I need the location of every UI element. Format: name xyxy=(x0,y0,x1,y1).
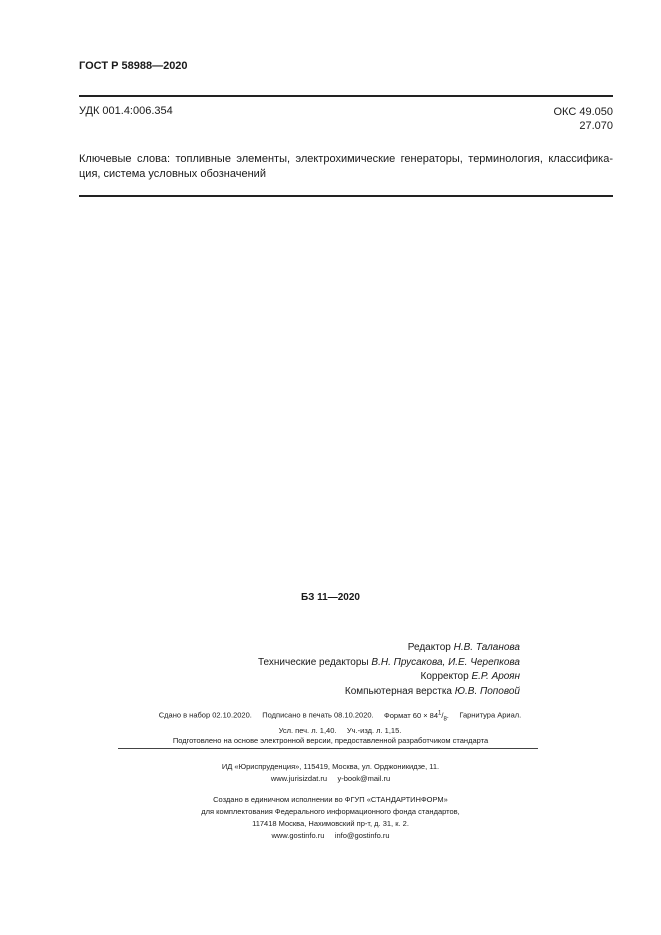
publisher-sheets: Уч.-изд. л. 1,15. xyxy=(346,726,402,735)
corrector-name: Е.Р. Ароян xyxy=(471,671,520,682)
creator-block xyxy=(0,794,661,842)
signed-date: Подписано в печать 08.10.2020. xyxy=(262,710,374,720)
oks-code-1: ОКС 49.050 xyxy=(553,106,613,118)
creator-contacts xyxy=(0,830,661,842)
publisher-contacts xyxy=(0,773,661,785)
submitted-date: Сдано в набор 02.10.2020. xyxy=(158,710,252,720)
standard-number: ГОСТ Р 58988—2020 xyxy=(79,60,188,72)
publication-info xyxy=(100,708,580,736)
credits-block xyxy=(180,641,520,699)
layout-name: Ю.В. Поповой xyxy=(454,685,520,697)
created-line-1: Создано в единичном исполнении во ФГУП «СТАНДАРТИНФОРМ» xyxy=(213,795,448,804)
keywords-rule xyxy=(79,195,613,197)
publication-line-2 xyxy=(100,725,580,736)
created-line-2: для комплектования Федерального информационного фонда стандартов, xyxy=(201,807,460,816)
gostinfo-email-link[interactable]: info@gostinfo.ru xyxy=(334,831,390,840)
publisher-email-link[interactable]: y-book@mail.ru xyxy=(337,774,391,783)
print-sheets: Усл. печ. л. 1,40. xyxy=(278,726,337,735)
layout-line xyxy=(180,685,520,700)
tech-editors-line xyxy=(180,656,520,671)
publisher-site-link[interactable]: www.jurisizdat.ru xyxy=(270,774,328,783)
gostinfo-site-link[interactable]: www.gostinfo.ru xyxy=(271,831,325,840)
typeface: Гарнитура Ариал. xyxy=(459,710,522,720)
editor-name: Н.В. Таланова xyxy=(453,642,520,653)
source-note: Подготовлено на основе электронной версии, предоставленной разработчиком стандарта xyxy=(172,736,489,745)
keywords: Ключевые слова: топливные элементы, электрохимические генераторы, терминология, классифика-ция, система условных обозначений xyxy=(79,153,613,180)
tech-editors-names: В.Н. Прусакова, И.Е. Черепкова xyxy=(371,656,520,668)
bz-number: БЗ 11—2020 xyxy=(301,592,360,603)
tech-editors-label: Технические редакторы xyxy=(257,656,369,668)
corrector-line xyxy=(180,670,520,685)
top-rule xyxy=(79,95,613,97)
publisher-address: ИД «Юриспруденция», 115419, Москва, ул. Орджоникидзе, 11. xyxy=(221,762,440,771)
publication-line-1 xyxy=(100,708,580,725)
oks-codes xyxy=(554,105,614,133)
editor-line xyxy=(180,641,520,656)
publisher-block xyxy=(0,761,661,785)
corrector-label: Корректор xyxy=(420,671,469,682)
creator-address: 117418 Москва, Нахимовский пр-т, д. 31, к. 2. xyxy=(252,819,409,828)
oks-code-2: 27.070 xyxy=(579,120,613,132)
layout-label: Компьютерная верстка xyxy=(344,685,452,697)
paper-format: Формат $60 \times 84^1/_8$. xyxy=(384,710,449,722)
editor-label: Редактор xyxy=(407,642,451,653)
footer-rule xyxy=(118,748,538,749)
udk-code: УДК 001.4:006.354 xyxy=(79,105,173,117)
